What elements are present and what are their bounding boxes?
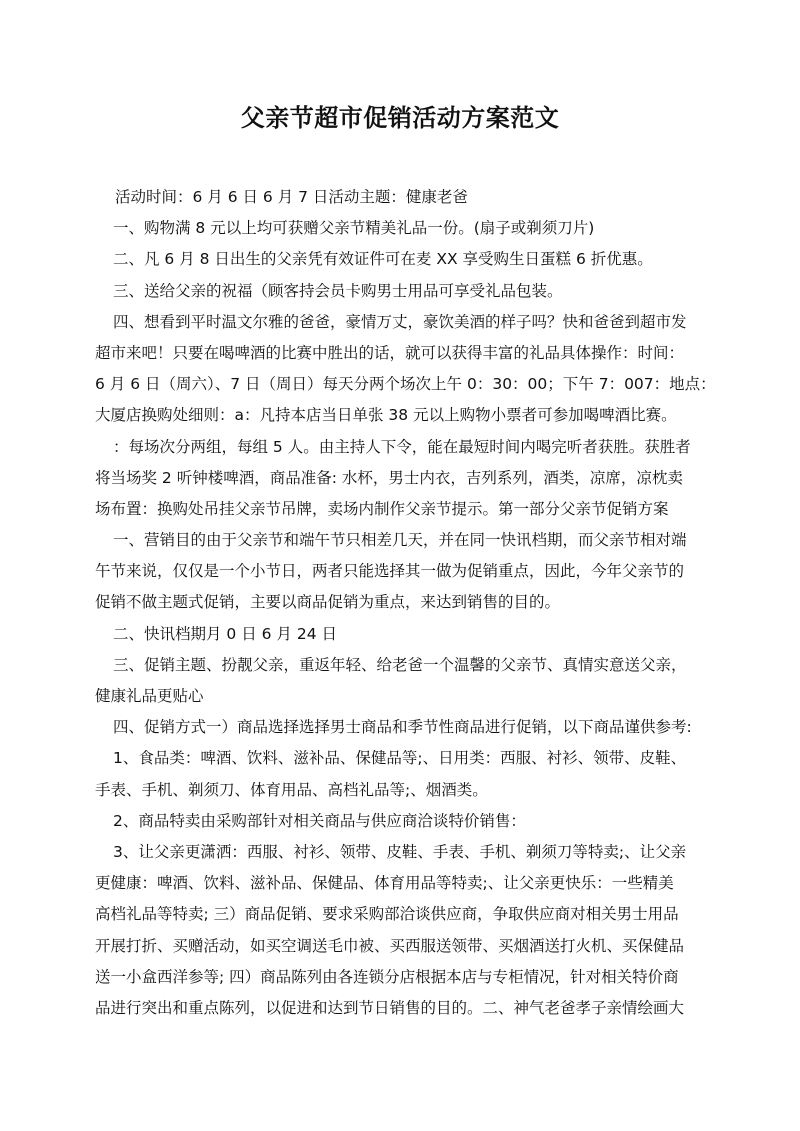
text-line: ：每场次分两组，每组 5 人。由主持人下令，能在最短时间内喝完听者获胜。获胜者: [113, 437, 691, 456]
text-line: 大厦店换购处细则：a：凡持本店当日单张 38 元以上购物小票者可参加喝啤酒比赛。: [95, 406, 677, 425]
text-line: 三、促销主题、扮靓父亲，重返年轻、给老爸一个温馨的父亲节、真情实意送父亲，: [113, 655, 687, 674]
text-line: 将当场奖 2 听钟楼啤酒，商品准备: 水杯，男士内衣，吉列系列，酒类，凉席，凉枕卖: [95, 468, 683, 487]
text-line: 三、送给父亲的祝福（顾客持会员卡购男士用品可享受礼品包装。: [113, 281, 563, 300]
text-line: 品进行突出和重点陈列，以促进和达到节日销售的目的。二、神气老爸孝子亲情绘画大: [95, 998, 685, 1017]
text-line: 二、凡 6 月 8 日出生的父亲凭有效证件可在麦 XX 享受购生日蛋糕 6 折优惠。: [113, 250, 653, 269]
text-line: 1、食品类：啤酒、饮料、滋补品、保健品等;、日用类：西服、衬衫、领带、皮鞋、: [113, 749, 687, 768]
text-line: 超市来吧！只要在喝啤酒的比赛中胜出的话，就可以获得丰富的礼品具体操作：时间：: [95, 343, 685, 362]
text-line: 2、商品特卖由采购部针对相关商品与供应商洽谈特价销售：: [113, 811, 526, 830]
page-title: 父亲节超市促销活动方案范文: [240, 104, 560, 132]
text-line: 午节来说，仅仅是一个小节日，两者只能选择其一做为促销重点，因此，今年父亲节的: [95, 562, 685, 581]
text-line: 3、让父亲更潇洒：西服、衬衫、领带、皮鞋、手表、手机、剃须刀等特卖;、让父亲: [113, 842, 687, 861]
text-line: 开展打折、买赠活动，如买空调送毛巾被、买西服送领带、买烟酒送打火机、买保健品: [95, 936, 685, 955]
document-body: [95, 182, 715, 1024]
text-line: 四、促销方式一）商品选择选择男士商品和季节性商品进行促销，以下商品谨供参考:: [113, 718, 692, 737]
text-line: 送一小盒西洋参等; 四）商品陈列由各连锁分店根据本店与专柜情况，针对相关特价商: [95, 967, 679, 986]
text-line: 一、营销目的由于父亲节和端午节只相差几天，并在同一快讯档期，而父亲节相对端: [113, 531, 687, 550]
text-line: 高档礼品等特卖; 三）商品促销、要求采购部洽谈供应商，争取供应商对相关男士用品: [95, 905, 679, 924]
text-line: 二、快讯档期月 0 日 6 月 24 日: [113, 624, 338, 643]
text-line: 场布置：换购处吊挂父亲节吊牌，卖场内制作父亲节提示。第一部分父亲节促销方案: [95, 499, 669, 518]
text-line: 健康礼品更贴心: [95, 687, 204, 705]
text-line: 促销不做主题式促销，主要以商品促销为重点，来达到销售的目的。: [95, 593, 561, 612]
text-line: 一、购物满 8 元以上均可获赠父亲节精美礼品一份。(扇子或剃须刀片): [113, 219, 595, 238]
text-line: 更健康：啤酒、饮料、滋补品、保健品、体育用品等特卖;、让父亲更快乐：一些精美: [95, 874, 674, 893]
text-line: 手表、手机、剃须刀、体育用品、高档礼品等;、烟酒类。: [95, 780, 488, 799]
text-line: 活动时间：6 月 6 日 6 月 7 日活动主题：健康老爸: [115, 188, 468, 206]
text-line: 6 月 6 日（周六）、7 日（周日）每天分两个场次上午 0：30：00；下午 7：007：地点：: [95, 375, 716, 394]
text-line: 四、想看到平时温文尔雅的爸爸，豪情万丈，豪饮美酒的样子吗？快和爸爸到超市发: [113, 312, 687, 331]
